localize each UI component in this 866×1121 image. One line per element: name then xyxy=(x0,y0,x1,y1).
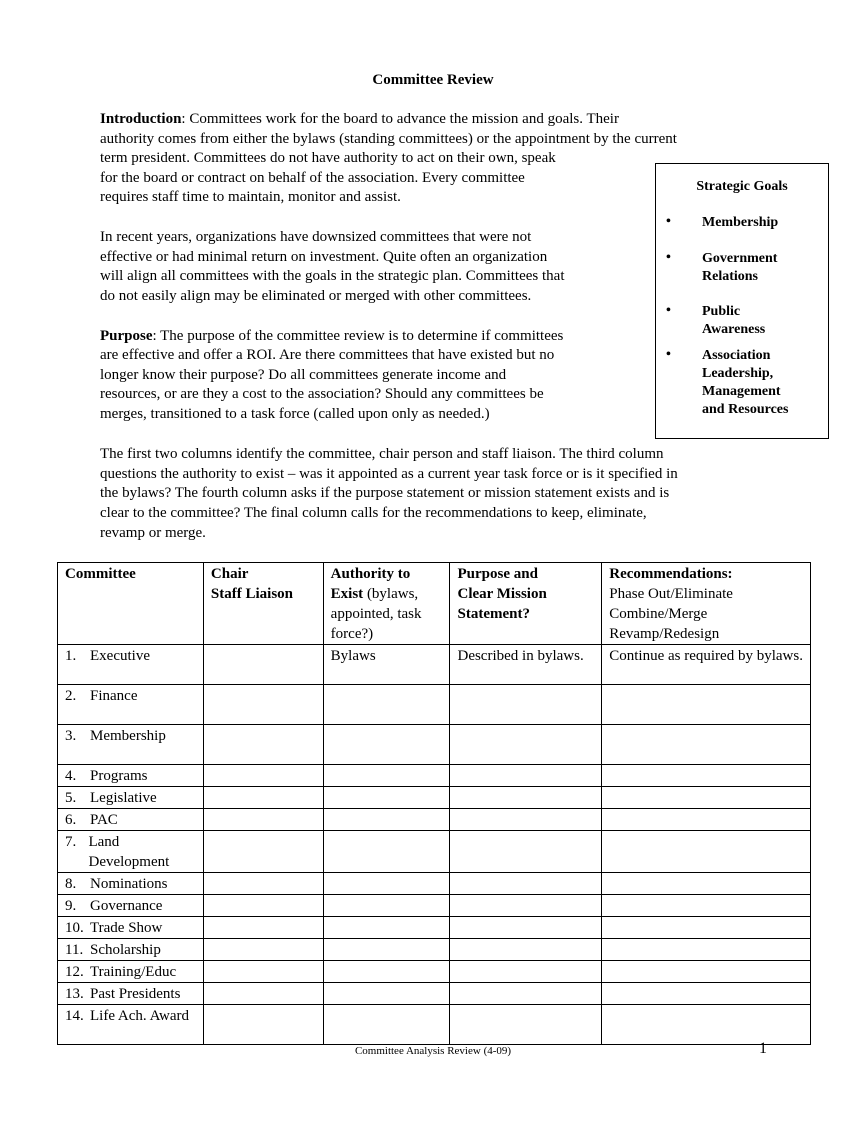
purpose-cell: Described in bylaws. xyxy=(450,645,602,685)
purpose-cell xyxy=(450,917,602,939)
chair-cell xyxy=(203,725,323,765)
authority-cell xyxy=(323,873,450,895)
chair-cell xyxy=(203,645,323,685)
para4-line-4: clear to the committee? The final column calls for the recommendations to keep, eliminate, xyxy=(100,505,647,521)
purpose-cell xyxy=(450,895,602,917)
committee-name: Past Presidents xyxy=(90,986,181,1002)
intro-line-2: authority comes from either the bylaws (standing committees) or the appointment by the current xyxy=(100,131,677,147)
table-row xyxy=(58,787,811,809)
intro-text: : Committees work for the board to advance the mission and goals. Their xyxy=(181,111,619,127)
purpose-text: : The purpose of the committee review is to determine if committees xyxy=(152,328,564,344)
committee-cell xyxy=(58,685,204,725)
committee-table xyxy=(57,562,811,1045)
committee-cell xyxy=(58,1005,204,1045)
bullet-icon: • xyxy=(666,214,671,229)
authority-cell xyxy=(323,917,450,939)
strategic-goals-box xyxy=(655,163,829,439)
table-row xyxy=(58,983,811,1005)
header-committee: Committee xyxy=(58,563,204,645)
committee-cell xyxy=(58,873,204,895)
purpose-cell xyxy=(450,725,602,765)
recommendation-cell xyxy=(602,895,811,917)
row-number: 6. xyxy=(65,812,77,828)
intro-line-4: for the board or contract on behalf of the association. Every committee xyxy=(100,170,525,186)
intro-line-1 xyxy=(100,110,619,130)
recommendation-cell xyxy=(602,831,811,873)
row-number: 1. xyxy=(65,648,77,664)
authority-cell xyxy=(323,983,450,1005)
purpose-cell xyxy=(450,809,602,831)
header-authority: Authority to Exist (bylaws, appointed, task force?) xyxy=(323,563,450,645)
header-chair: Chair Staff Liaison xyxy=(203,563,323,645)
committee-name: Scholarship xyxy=(90,942,161,958)
chair-cell xyxy=(203,939,323,961)
header-recommendations: Recommendations: Phase Out/Eliminate Combine/Merge Revamp/Redesign xyxy=(602,563,811,645)
recommendation-cell xyxy=(602,685,811,725)
para2-line-3: will align all committees with the goals in the strategic plan. Committees that xyxy=(100,268,565,284)
recommendation-cell xyxy=(602,765,811,787)
authority-cell xyxy=(323,895,450,917)
committee-name: Training/Educ xyxy=(90,964,177,980)
row-number: 10. xyxy=(65,920,84,936)
purpose-line-5: merges, transitioned to a task force (called upon only as needed.) xyxy=(100,406,490,422)
para4-line-5: revamp or merge. xyxy=(100,525,206,541)
table-row xyxy=(58,765,811,787)
purpose-line-1 xyxy=(100,327,563,347)
para2-line-1: In recent years, organizations have downsized committees that were not xyxy=(100,229,532,245)
chair-cell xyxy=(203,873,323,895)
authority-cell xyxy=(323,1005,450,1045)
para4-line-1: The first two columns identify the committee, chair person and staff liaison. The third column xyxy=(100,446,664,462)
recommendation-cell: Continue as required by bylaws. xyxy=(602,645,811,685)
page-title: Committee Review xyxy=(372,72,494,88)
goal-government-relations: Government Relations xyxy=(702,251,778,284)
purpose-cell xyxy=(450,1005,602,1045)
recommendation-cell xyxy=(602,961,811,983)
table-row xyxy=(58,895,811,917)
row-number: 12. xyxy=(65,964,84,980)
committee-cell xyxy=(58,939,204,961)
row-number: 9. xyxy=(65,898,77,914)
chair-cell xyxy=(203,787,323,809)
committee-name: Trade Show xyxy=(90,920,163,936)
committee-name: Finance xyxy=(90,688,138,704)
intro-line-5: requires staff time to maintain, monitor and assist. xyxy=(100,189,401,205)
committee-cell xyxy=(58,831,204,873)
chair-cell xyxy=(203,831,323,873)
recommendation-cell xyxy=(602,873,811,895)
purpose-cell xyxy=(450,939,602,961)
purpose-line-3: longer know their purpose? Do all committees generate income and xyxy=(100,367,507,383)
para4-line-2: questions the authority to exist – was it appointed as a current year task force or is it specified in xyxy=(100,466,678,482)
purpose-cell xyxy=(450,685,602,725)
recommendation-cell xyxy=(602,809,811,831)
committee-cell xyxy=(58,983,204,1005)
goal-public-awareness: Public Awareness xyxy=(702,304,766,337)
committee-cell xyxy=(58,961,204,983)
authority-cell xyxy=(323,787,450,809)
committee-cell xyxy=(58,809,204,831)
committee-name: Governance xyxy=(90,898,163,914)
committee-name: Life Ach. Award xyxy=(90,1008,190,1024)
purpose-cell xyxy=(450,831,602,873)
recommendation-cell xyxy=(602,983,811,1005)
bullet-icon: • xyxy=(666,347,671,362)
committee-name: PAC xyxy=(90,812,118,828)
strategic-goals-title: Strategic Goals xyxy=(696,179,788,194)
para2-line-4: do not easily align may be eliminated or merged with other committees. xyxy=(100,288,532,304)
row-number: 13. xyxy=(65,986,84,1002)
committee-cell xyxy=(58,787,204,809)
recommendation-cell xyxy=(602,939,811,961)
authority-cell xyxy=(323,725,450,765)
header-purpose: Purpose and Clear Mission Statement? xyxy=(450,563,602,645)
table-row xyxy=(58,685,811,725)
authority-cell xyxy=(323,939,450,961)
goal-association-leadership: Association Leadership, Management and Resources xyxy=(702,348,789,417)
table-row xyxy=(58,873,811,895)
committee-cell xyxy=(58,725,204,765)
authority-cell xyxy=(323,831,450,873)
table-row xyxy=(58,645,811,685)
row-number: 11. xyxy=(65,942,84,958)
recommendation-cell xyxy=(602,1005,811,1045)
table-row xyxy=(58,1005,811,1045)
row-number: 14. xyxy=(65,1008,84,1024)
chair-cell xyxy=(203,895,323,917)
goal-membership: Membership xyxy=(702,215,779,230)
authority-cell xyxy=(323,765,450,787)
chair-cell xyxy=(203,809,323,831)
committee-name: Land Development xyxy=(88,834,170,870)
row-number: 3. xyxy=(65,728,77,744)
purpose-cell xyxy=(450,787,602,809)
table-header-row xyxy=(58,563,811,645)
table-row xyxy=(58,831,811,873)
chair-cell xyxy=(203,983,323,1005)
bullet-icon: • xyxy=(666,250,671,265)
committee-cell xyxy=(58,917,204,939)
committee-name: Membership xyxy=(90,728,166,744)
purpose-cell xyxy=(450,983,602,1005)
para2-line-2: effective or had minimal return on investment. Quite often an organization xyxy=(100,249,548,265)
committee-name: Nominations xyxy=(90,876,168,892)
page-number: 1 xyxy=(759,1040,767,1057)
purpose-line-2: are effective and offer a ROI. Are there committees that have existed but no xyxy=(100,347,555,363)
intro-line-3: term president. Committees do not have authority to act on their own, speak xyxy=(100,150,556,166)
table-row xyxy=(58,961,811,983)
committee-cell xyxy=(58,895,204,917)
chair-cell xyxy=(203,765,323,787)
purpose-label: Purpose xyxy=(100,328,153,344)
committee-name: Programs xyxy=(90,768,148,784)
purpose-line-4: resources, or are they a cost to the association? Should any committees be xyxy=(100,386,544,402)
row-number: 2. xyxy=(65,688,77,704)
para4-line-3: the bylaws? The fourth column asks if the purpose statement or mission statement exists and is xyxy=(100,485,670,501)
bullet-icon: • xyxy=(666,303,671,318)
committee-name: Legislative xyxy=(90,790,157,806)
table-row xyxy=(58,917,811,939)
row-number: 4. xyxy=(65,768,77,784)
chair-cell xyxy=(203,961,323,983)
committee-cell xyxy=(58,645,204,685)
recommendation-cell xyxy=(602,917,811,939)
purpose-cell xyxy=(450,961,602,983)
purpose-cell xyxy=(450,765,602,787)
purpose-cell xyxy=(450,873,602,895)
chair-cell xyxy=(203,685,323,725)
recommendation-cell xyxy=(602,787,811,809)
chair-cell xyxy=(203,917,323,939)
authority-cell: Bylaws xyxy=(323,645,450,685)
intro-label: Introduction xyxy=(100,111,182,127)
authority-cell xyxy=(323,809,450,831)
page-footer: Committee Analysis Review (4-09) xyxy=(354,1045,512,1057)
row-number: 7. xyxy=(65,834,77,850)
row-number: 5. xyxy=(65,790,77,806)
recommendation-cell xyxy=(602,725,811,765)
table-row xyxy=(58,725,811,765)
table-row xyxy=(58,939,811,961)
row-number: 8. xyxy=(65,876,77,892)
chair-cell xyxy=(203,1005,323,1045)
committee-name: Executive xyxy=(90,648,150,664)
table-row xyxy=(58,809,811,831)
committee-cell xyxy=(58,765,204,787)
authority-cell xyxy=(323,685,450,725)
authority-cell xyxy=(323,961,450,983)
